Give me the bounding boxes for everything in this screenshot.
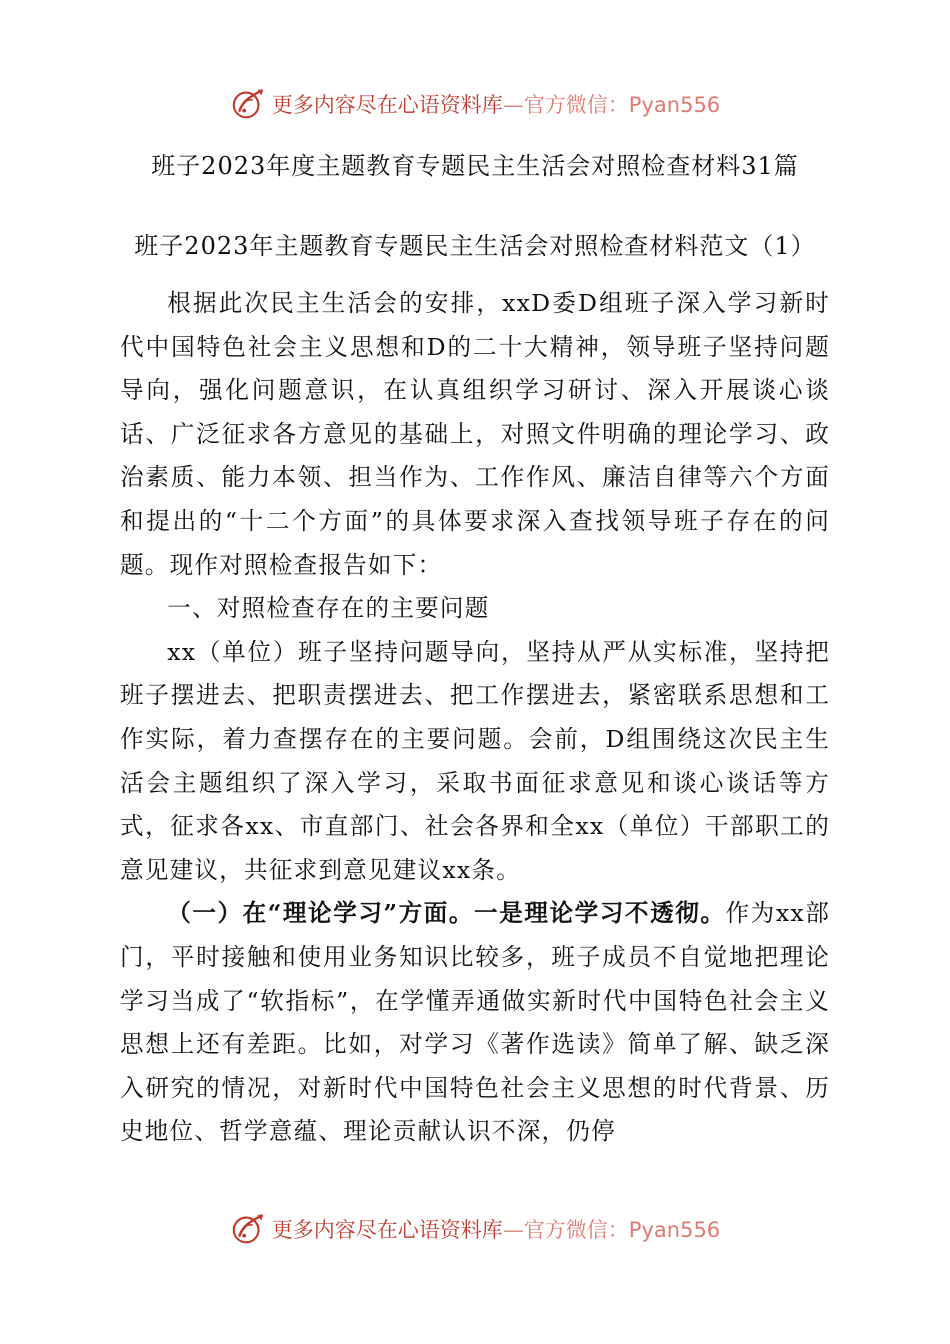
banner-wechat-text: 官方微信：Pyan556	[523, 93, 721, 117]
banner-separator: —	[502, 93, 524, 117]
paragraph-intro: 根据此次民主生活会的安排，xxD委D组班子深入学习新时代中国特色社会主义思想和D的二十大精神，领导班子坚持问题导向，强化问题意识，在认真组织学习研讨、深入开展谈心谈话、广泛征求各方意见的基础上，对照文件明确的理论学习、政治素质、能力本领、担当作为、工作作风、廉洁自律等六个方面和提出的“十二个方面”的具体要求深入查找领导班子存在的问题。现作对照检查报告如下：	[120, 289, 830, 579]
theory-study-text: 作为xx部门，平时接触和使用业务知识比较多，班子成员不自觉地把理论学习当成了“软指标”，在学懂弄通做实新时代中国特色社会主义思想上还有差距。比如，对学习《著作选读》简单了解、缺乏深入研究的情况，对新时代中国特色社会主义思想的时代背景、历史地位、哲学意蕴、理论贡献认识不深，仍停	[120, 899, 830, 1146]
banner-wechat-text: 官方微信：Pyan556	[523, 1218, 721, 1242]
section-title: 班子2023年主题教育专题民主生活会对照检查材料范文（1）	[134, 232, 816, 260]
document-body	[120, 282, 830, 1154]
heading-problems: 一、对照检查存在的主要问题	[167, 594, 490, 623]
header-banner	[0, 82, 950, 126]
paragraph-overview: xx（单位）班子坚持问题导向，坚持从严从实标准，坚持把班子摆进去、把职责摆进去、把工作摆进去，紧密联系思想和工作实际，着力查摆存在的主要问题。会前，D组围绕这次民主生活会主题组织了深入学习，采取书面征求意见和谈心谈话等方式，征求各xx、市直部门、社会各界和全xx（单位）干部职工的意见建议，共征求到意见建议xx条。	[120, 637, 830, 884]
paragraph-theory-study	[120, 892, 830, 1154]
banner-separator: —	[502, 1218, 524, 1242]
banner-main-text: 更多内容尽在心语资料库	[271, 1218, 503, 1242]
theory-study-lead: （一）在“理论学习”方面。一是理论学习不透彻。	[167, 899, 726, 928]
logo-icon	[230, 85, 268, 123]
logo-icon	[230, 1210, 268, 1248]
document-title: 班子2023年度主题教育专题民主生活会对照检查材料31篇	[151, 152, 799, 180]
banner-main-text: 更多内容尽在心语资料库	[271, 93, 503, 117]
footer-banner	[0, 1207, 950, 1251]
